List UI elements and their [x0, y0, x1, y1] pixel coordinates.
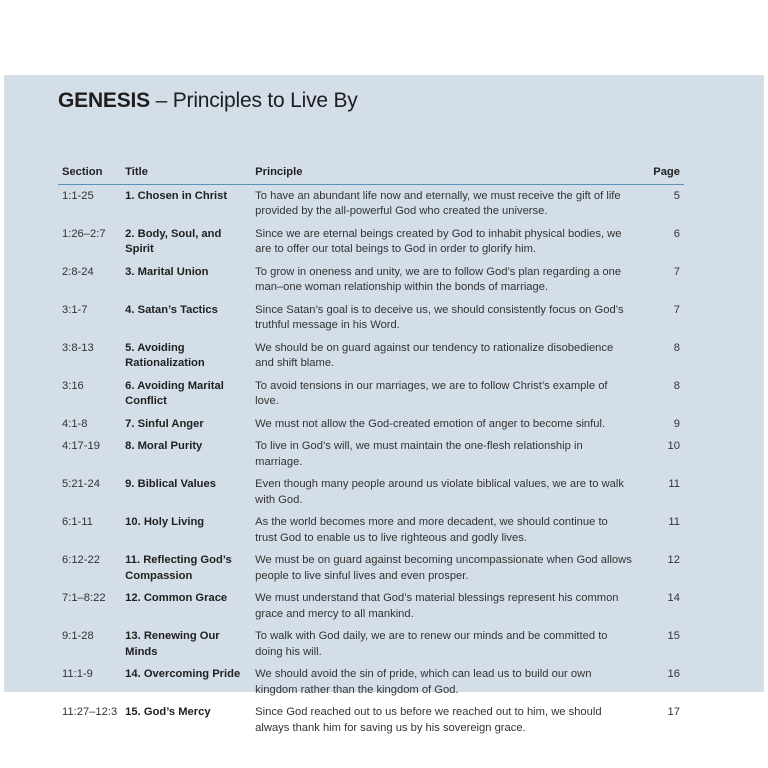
title-cell: 7. Sinful Anger — [125, 417, 204, 430]
table-row — [58, 184, 684, 223]
table-row — [58, 663, 684, 701]
table-row — [58, 587, 684, 625]
page-cell: 11 — [668, 478, 680, 490]
header-principle: Principle — [251, 163, 646, 184]
section-cell: 6:12-22 — [62, 554, 100, 566]
table-row — [58, 511, 684, 549]
page-cell: 7 — [673, 303, 680, 316]
title-cell: 10. Holy Living — [125, 516, 205, 528]
title-cell: 11. Reflecting God’s Compassion — [125, 554, 232, 582]
table-row — [58, 413, 684, 436]
section-cell: 4:17-19 — [62, 440, 100, 452]
table-header-row — [58, 163, 684, 184]
table-row — [58, 375, 684, 413]
title-cell: 5. Avoiding Rationalization — [125, 341, 205, 369]
table-row — [58, 549, 684, 587]
table-row — [58, 337, 684, 375]
principle-cell: Since we are eternal beings created by God to inhabit physical bodies, we are to offer our total beings to God in order to glorify him. — [255, 227, 622, 255]
title-cell: 13. Renewing Our Minds — [125, 630, 220, 658]
section-cell: 5:21-24 — [62, 478, 100, 490]
principle-cell: Even though many people around us violate biblical values, we are to walk with God. — [255, 478, 624, 506]
page-cell: 15 — [667, 630, 680, 642]
page-cell: 12 — [667, 554, 680, 566]
principle-cell: We should be on guard against our tendency to rationalize disobedience and shift blame. — [255, 341, 614, 369]
section-cell: 4:1-8 — [62, 417, 88, 430]
title-cell: 6. Avoiding Marital Conflict — [125, 379, 224, 407]
title-cell: 9. Biblical Values — [125, 478, 216, 490]
table-row — [58, 435, 684, 473]
header-page: Page — [646, 163, 684, 184]
page-cell: 11 — [668, 516, 680, 528]
page-cell: 17 — [667, 706, 680, 718]
principle-cell: We must be on guard against becoming uncompassionate when God allows people to live sinful lives and even prosper. — [255, 554, 632, 582]
section-cell: 6:1-11 — [62, 516, 93, 528]
page-cell: 8 — [673, 341, 680, 354]
principle-cell: To grow in oneness and unity, we are to follow God’s plan regarding a one man–one woman relationship within the bonds of marriage. — [255, 265, 622, 293]
title-subtitle: – Principles to Live By — [149, 89, 358, 112]
title-cell: 15. God’s Mercy — [125, 706, 211, 718]
title-cell: 14. Overcoming Pride — [125, 668, 241, 680]
section-cell: 2:8-24 — [62, 265, 94, 278]
page-cell: 10 — [667, 440, 680, 452]
section-cell: 11:1-9 — [62, 668, 93, 680]
page-cell: 5 — [673, 189, 680, 202]
table-row — [58, 261, 684, 299]
table-row — [58, 223, 684, 261]
page-cell: 6 — [673, 227, 680, 240]
section-cell: 3:16 — [62, 379, 84, 392]
page-cell: 7 — [673, 265, 680, 278]
principle-cell: To have an abundant life now and eternally, we must receive the gift of life provided by the all-powerful God who created the universe. — [255, 189, 621, 217]
principle-cell: To avoid tensions in our marriages, we are to follow Christ’s example of love. — [255, 379, 608, 407]
principle-cell: To live in God’s will, we must maintain the one-flesh relationship in marriage. — [255, 440, 583, 468]
title-cell: 3. Marital Union — [125, 265, 209, 278]
section-cell: 3:1-7 — [62, 303, 88, 316]
section-cell: 1:1-25 — [62, 189, 94, 202]
principle-cell: We must not allow the God-created emotion of anger to become sinful. — [255, 417, 606, 430]
section-cell: 3:8-13 — [62, 341, 94, 354]
principles-table — [58, 163, 684, 739]
header-title: Title — [121, 163, 251, 184]
table-row — [58, 701, 684, 739]
table-row — [58, 299, 684, 337]
principle-cell: We must understand that God’s material blessings represent his common grace and mercy to all mankind. — [255, 592, 619, 620]
table-row — [58, 625, 684, 663]
section-cell: 1:26–2:7 — [62, 227, 106, 240]
section-cell: 9:1-28 — [62, 630, 94, 642]
principle-cell: Since Satan’s goal is to deceive us, we should consistently focus on God’s truthful message in his Word. — [255, 303, 624, 331]
page-cell: 14 — [667, 592, 680, 604]
page-cell: 16 — [667, 668, 680, 680]
principle-cell: We should avoid the sin of pride, which can lead us to build our own kingdom rather than the kingdom of God. — [255, 668, 592, 696]
title-cell: 4. Satan’s Tactics — [125, 303, 218, 316]
principle-cell: To walk with God daily, we are to renew our minds and be committed to doing his will. — [255, 630, 608, 658]
section-cell: 11:27–12:3 — [62, 706, 118, 718]
title-cell: 12. Common Grace — [125, 592, 228, 604]
page-cell: 8 — [673, 379, 680, 392]
table-row — [58, 473, 684, 511]
page-title — [58, 89, 358, 113]
title-cell: 2. Body, Soul, and Spirit — [125, 227, 222, 255]
page-cell: 9 — [673, 417, 680, 430]
header-section: Section — [58, 163, 121, 184]
title-cell: 1. Chosen in Christ — [125, 189, 228, 202]
principle-cell: As the world becomes more and more decadent, we should continue to trust God to enable us to live righteous and godly lives. — [255, 516, 608, 544]
title-cell: 8. Moral Purity — [125, 440, 203, 452]
book-name: GENESIS — [58, 89, 150, 112]
principle-cell: Since God reached out to us before we reached out to him, we should always thank him for saving us by his sovereign grace. — [255, 706, 602, 734]
section-cell: 7:1–8:22 — [62, 592, 106, 604]
